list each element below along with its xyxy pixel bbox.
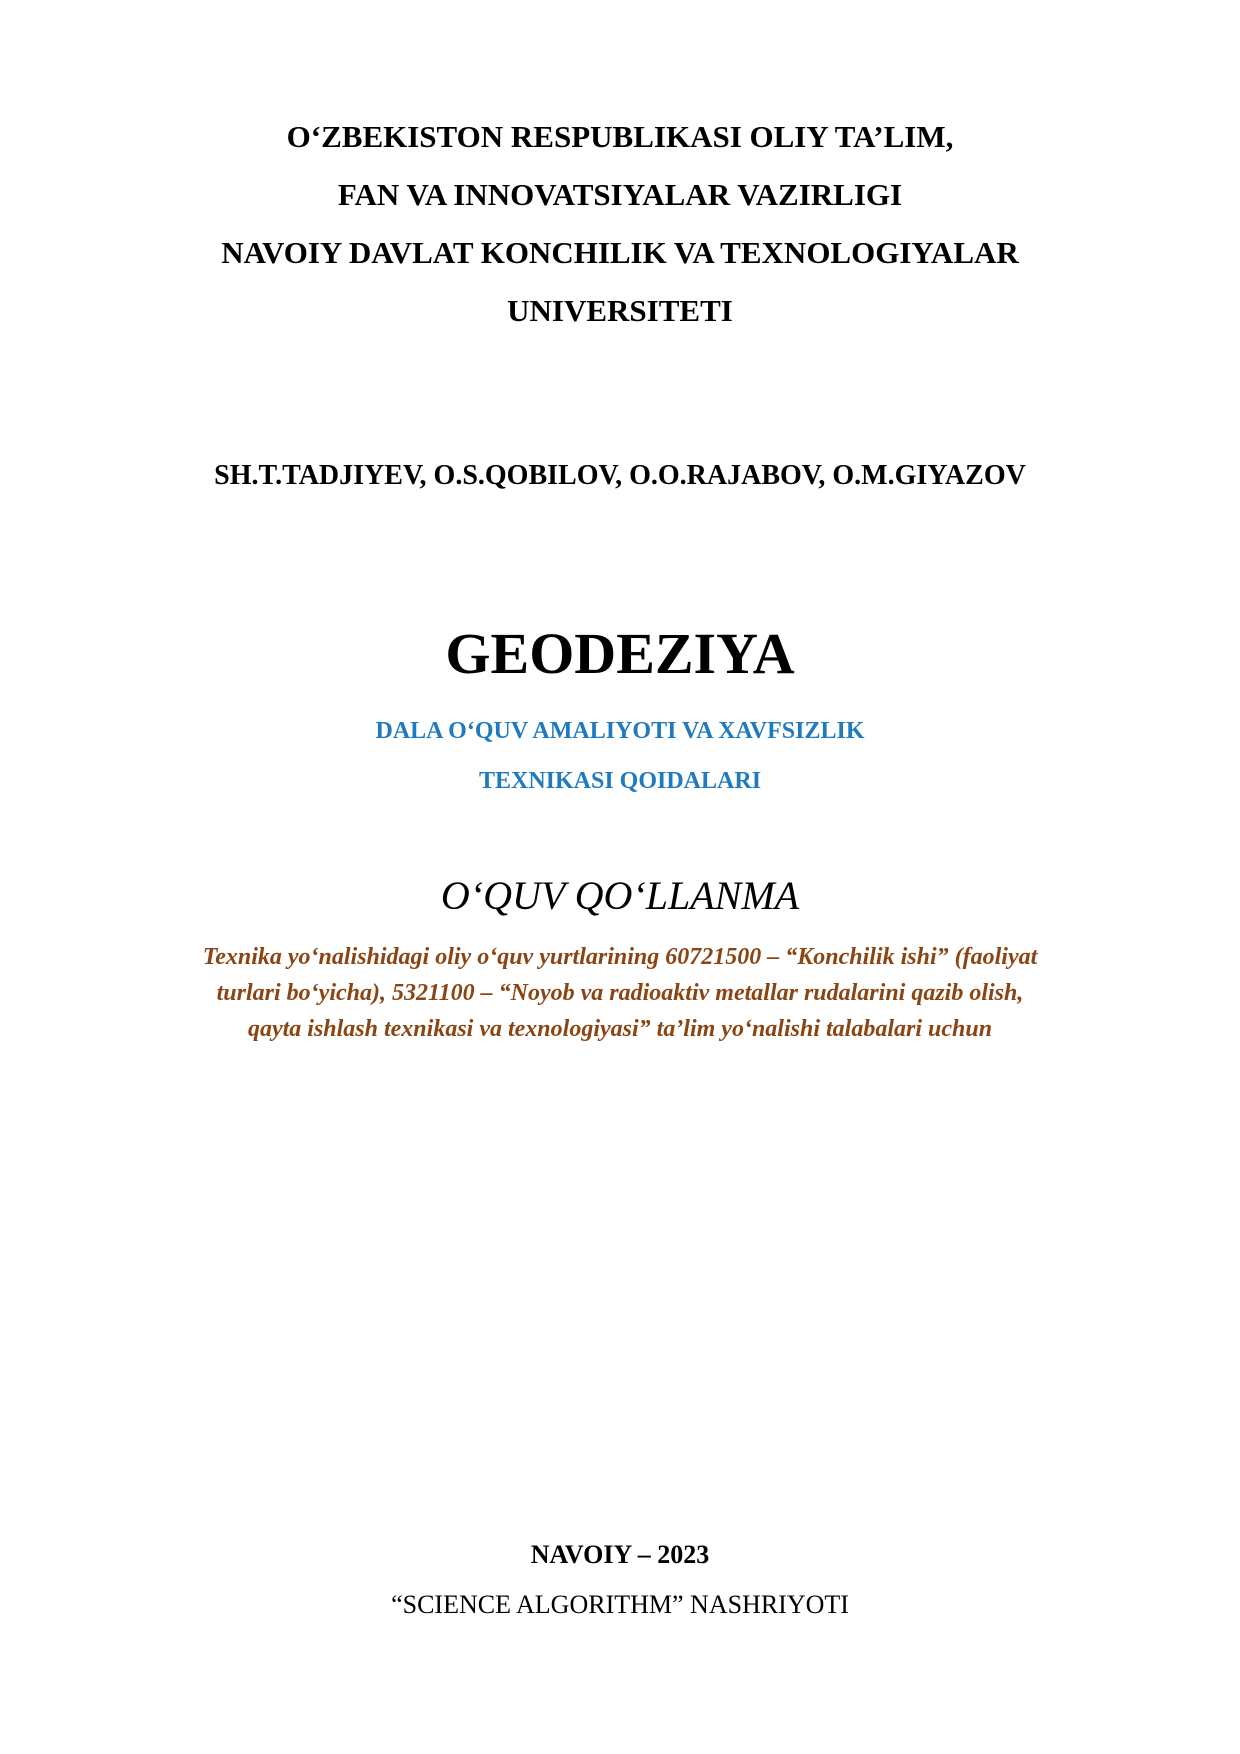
book-title: GEODEZIYA [445,621,795,686]
university-line-1: NAVOIY DAVLAT KONCHILIK VA TEXNOLOGIYALAR [221,235,1019,270]
subtitle-line-1: DALA O‘QUV AMALIYOTI VA XAVFSIZLIK [375,718,865,744]
audience-line-1: Texnika yo‘nalishidagi oliy o‘quv yurtlarining 60721500 – “Konchilik ishi” (faoliyat [202,944,1038,970]
audience-line-2: turlari bo‘yicha), 5321100 – “Noyob va radioaktiv metallar rudalarini qazib olish, [216,980,1024,1006]
audience-line-3: qayta ishlash texnikasi va texnologiyasi” ta’lim yo‘nalishi talabalari uchun [247,1016,993,1042]
university-line-2: UNIVERSITETI [507,293,733,328]
ministry-line-1: O‘ZBEKISTON RESPUBLIKASI OLIY TA’LIM, [286,119,954,154]
document-type: O‘QUV QO‘LLANMA [440,873,800,918]
authors: SH.T.TADJIYEV, O.S.QOBILOV, O.O.RAJABOV, O.M.GIYAZOV [214,460,1026,491]
ministry-line-2: FAN VA INNOVATSIYALAR VAZIRLIGI [337,177,903,212]
city-year: NAVOIY – 2023 [530,1540,710,1569]
publisher: “SCIENCE ALGORITHM” NASHRIYOTI [391,1590,849,1619]
subtitle-line-2: TEXNIKASI QOIDALARI [478,768,762,794]
